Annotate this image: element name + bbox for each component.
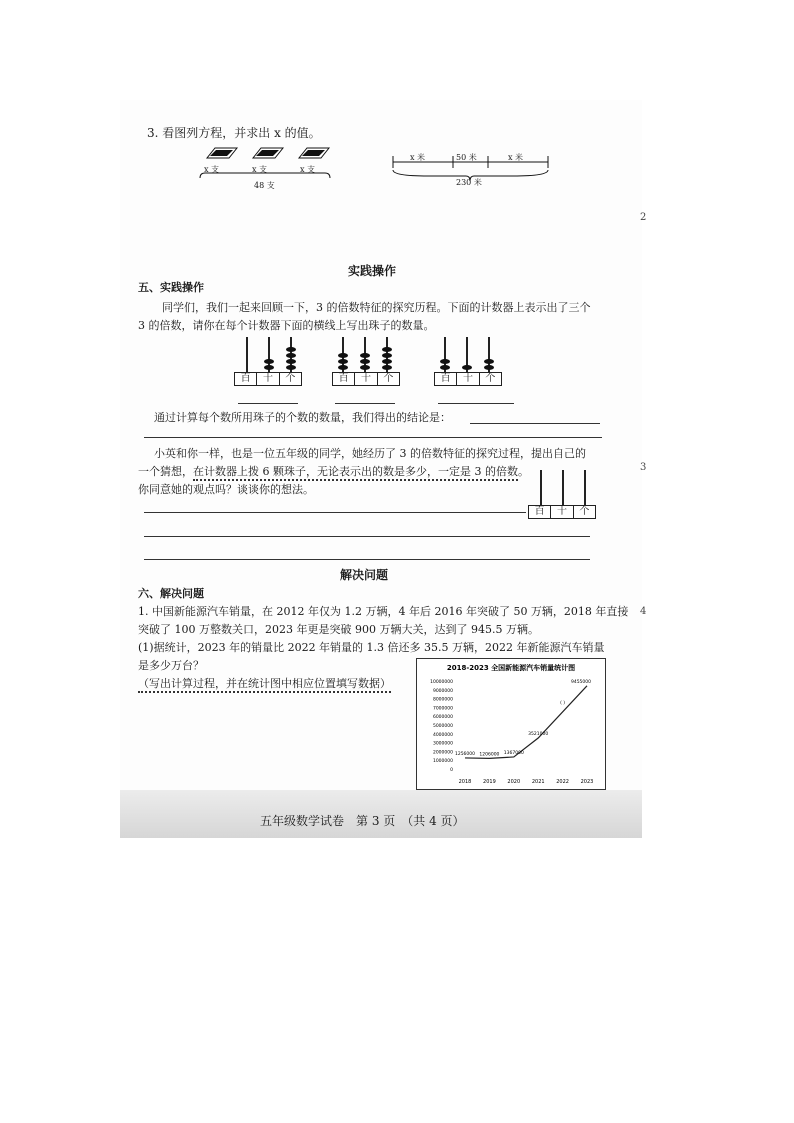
data-label: 3521000 [528,732,549,738]
abacus-label: 百 [529,506,551,518]
x-tick-label: 2020 [507,779,521,785]
answer-line[interactable] [238,403,298,404]
segment-total-label: 230 米 [456,178,482,187]
segment-x-label: x 米 [508,153,524,162]
abacus-label: 十 [551,506,573,518]
q1-sub-line2: 是多少万台？ [138,659,204,672]
q1-line1: 1. 中国新能源汽车销量，在 2012 年仅为 1.2 万辆，4 年后 2016 年突破了 50 万辆，2018 年直接 [138,605,629,618]
solve-center-title: 解决问题 [340,568,389,582]
xiaoying-line3: 你同意她的观点吗？谈谈你的想法。 [138,483,314,496]
y-tick-label: 2000000 [432,750,453,756]
conclusion-answer-line[interactable] [470,423,600,424]
pencil-box-icon [299,148,329,158]
segment-x-label: x 米 [410,153,426,162]
answer-line[interactable] [438,403,514,404]
abacus-label: 个 [579,506,590,517]
x-tick-label: 2023 [580,779,594,785]
page-footer: 五年级数学试卷 第 3 页 （共 4 页） [260,814,465,828]
opinion-answer-line[interactable] [144,536,590,537]
x-tick-label: 2018 [458,779,472,785]
y-tick-label: 10000000 [430,680,453,685]
data-label: 9455000 [570,679,592,685]
exam-page [120,100,642,838]
abacus-label: 十 [355,373,377,385]
y-tick-label: 5000000 [432,724,453,729]
data-label: 1367000 [503,750,524,756]
q1-sub-line1: (1)据统计，2023 年的销量比 2022 年销量的 1.3 倍还多 35.5 万辆，2022 年新能源汽车销量 [138,641,605,654]
box-total-label: 48 支 [254,181,275,190]
opinion-answer-line[interactable] [144,512,526,513]
practice-intro-line1: 同学们，我们一起来回顾一下，3 的倍数特征的探究历程。下面的计数器上表示出了三个 [162,301,591,314]
abacus-label: 百 [333,373,355,385]
solve-section-title: 六、解决问题 [138,587,204,600]
answer-line[interactable] [335,403,395,404]
data-label: 1256000 [454,751,476,757]
opinion-answer-line[interactable] [144,559,590,560]
y-tick-label: 3000000 [432,741,453,747]
q1-note: （写出计算过程，并在统计图中相应位置填写数据） [138,675,391,691]
xiaoying-line1: 小英和你一样，也是一位五年级的同学，她经历了 3 的倍数特征的探究过程，提出自己的 [154,447,586,460]
y-tick-label: 6000000 [432,715,453,721]
data-label: 1206000 [479,752,500,758]
practice-center-title: 实践操作 [348,264,397,278]
y-tick-label: 0 [450,768,453,773]
abacus-label: 百 [235,373,257,385]
pencil-box-icon [207,148,237,158]
abacus-label: 个 [285,373,296,384]
abacus-label: 十 [457,373,479,385]
xiaoying-line2: 一个猜想，在计数器上拨 6 颗珠子，无论表示出的数是多少，一定是 3 的倍数。 [138,463,529,479]
sales-line-chart [417,659,605,789]
y-tick-label: 7000000 [432,706,453,712]
conclusion-answer-line[interactable] [144,437,602,438]
sales-chart-frame [416,658,606,790]
practice-intro-line2: 3 的倍数，请你在每个计数器下面的横线上写出珠子的数量。 [138,319,435,332]
xiaoying-guess: 在计数器上拨 6 颗珠子，无论表示出的数是多少，一定是 3 的倍数 [193,465,518,481]
y-tick-label: 9000000 [432,688,453,694]
box-x-label: x 支 [204,165,220,174]
q3-label: 3. 看图列方程，并求出 x 的值。 [147,126,321,140]
x-tick-label: 2019 [483,779,496,785]
x-tick-label: 2021 [531,779,545,785]
abacus-label: 十 [257,373,279,385]
pencil-box-icon [253,148,283,158]
sales-series-line [465,686,587,759]
conclusion-prompt: 通过计算每个数所用珠子的个数的数量，我们得出的结论是： [154,411,451,424]
abacus-label: 个 [485,373,496,384]
x-tick-label: 2022 [556,779,569,785]
abacus-label: 百 [435,373,457,385]
y-tick-label: 8000000 [432,697,453,703]
abacus-label: 个 [383,373,394,384]
q1-line2: 突破了 100 万整数关口，2023 年更是突破 900 万辆大关，达到了 945.5 万辆。 [138,623,539,636]
segment-mid-label: 50 米 [456,153,477,162]
y-tick-label: 1000000 [432,759,453,765]
box-x-label: x 支 [252,165,268,174]
y-tick-label: 4000000 [432,732,453,738]
box-x-label: x 支 [300,165,316,174]
chart-title: 2018-2023 全国新能源汽车销量统计图 [446,664,576,672]
data-label: ( ) [560,700,566,706]
practice-section-title: 五、实践操作 [138,281,204,294]
